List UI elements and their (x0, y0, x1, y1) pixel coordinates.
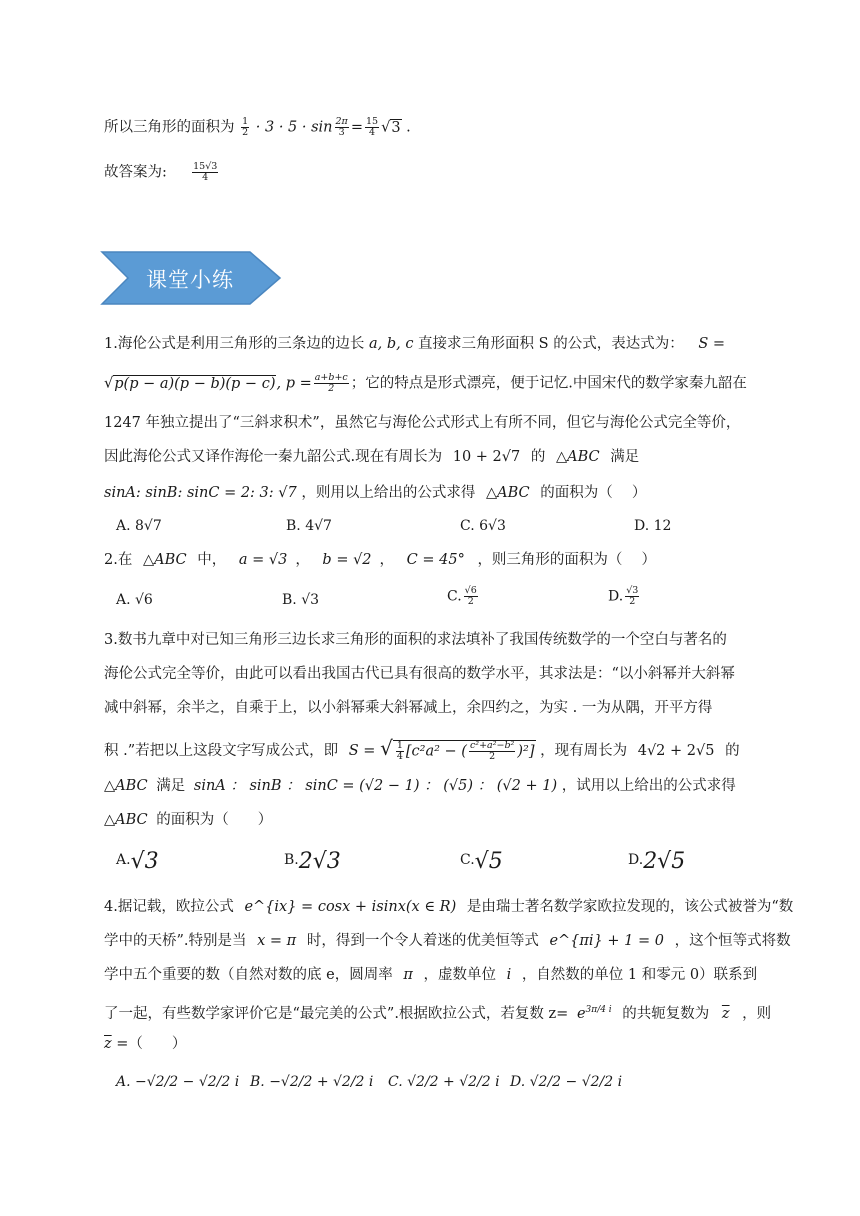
q3-S-eq: S = (348, 743, 376, 759)
q3-option-b[interactable]: B.2√3 (284, 849, 341, 874)
q3-option-d[interactable]: D.2√5 (628, 849, 686, 874)
area-lead-text: 所以三角形的面积为 (104, 119, 235, 136)
q1-line-5: sinA: sinB: sinC = 2: 3: √7 ，则用以上给出的公式求得 △ABC 的面积为（ ） (104, 485, 647, 501)
q4-line-5: $\overline{z}$ =（ ） (104, 1036, 187, 1052)
q4-line-2: 学中的天桥”.特别是当 x = π 时，得到一个令人着迷的优美恒等式 e^{πi} + 1 = 0 ，这个恒等式将数 (104, 933, 791, 949)
q2-line-1: 2.在 △ABC 中， a = √3 ， b = √2 ， C = 45° ，则三角形的面积为（ ） (104, 552, 657, 568)
q4-option-d[interactable]: D. √2/2 − √2/2 i (510, 1074, 623, 1090)
period: . (406, 119, 411, 136)
q4-option-c[interactable]: C. √2/2 + √2/2 i (388, 1074, 500, 1090)
q4-line-4: 了一起，有些数学家评价它是“最完美的公式”.根据欧拉公式，若复数 $z= e^{3\pi/4 i}$ 的共轭复数为 $\overline{z}$ ，则 (104, 1005, 772, 1022)
q4-exponent: 3π/4 i (585, 1005, 612, 1015)
q2-c-value: C = 45° (406, 552, 465, 568)
q1-option-c[interactable]: C. 6√3 (460, 518, 506, 534)
q3-line-2: 海伦公式完全等价，由此可以看出我国古代已具有很高的数学水平，其求法是：“以小斜幂并大斜幂 (104, 666, 735, 682)
q2-option-a[interactable]: A. √6 (116, 592, 153, 608)
q3-sine-ratio: sinA ： sinB ： sinC = (√2 − 1) ： (√5) ： (√2 + 1) (193, 778, 558, 794)
q2-b-value: b = √2 (322, 552, 372, 568)
answer-fraction: $\frac{15√3}{4}$ (193, 161, 218, 183)
q3-line-1: 3.数书九章中对已知三角形三边长求三角形的面积的求法填补了我国传统数学的一个空白与著名的 (104, 632, 727, 648)
answer-label: 故答案为: (104, 164, 167, 181)
q1-option-d[interactable]: D. 12 (634, 518, 672, 534)
q4-z-conjugate: $\overline{z}$ (721, 1005, 730, 1022)
q2-option-b[interactable]: B. √3 (282, 592, 320, 608)
q4-line-1: 4.据记载，欧拉公式 e^{ix} = cosx + isinx(x ∈ R) 是由瑞士著名数学家欧拉发现的，该公式被誉为“数 (104, 899, 794, 915)
q1-vars: a, b, c (368, 336, 414, 352)
banner-title: 课堂小练 (146, 268, 234, 292)
q3-perimeter: 4√2 + 2√5 (637, 743, 715, 759)
angle-fraction: $\frac{2\pi}{3}$ (335, 116, 348, 138)
q1-line-2: √p(p − a)(p − b)(p − c), p = $\frac{a+b+c}{2}$ ；它的特点是形式漂亮，便于记忆.中国宋代的数学家秦九韶在 (104, 372, 747, 394)
q3-line-3: 减中斜幂，余半之，自乘于上，以小斜幂乘大斜幂减上，余四约之，为实 . 一为从隅，开平方得 (104, 700, 713, 716)
q4-option-b[interactable]: B. −√2/2 + √2/2 i (250, 1074, 374, 1090)
q1-option-b[interactable]: B. 4√7 (286, 518, 332, 534)
q3-option-a[interactable]: A.√3 (116, 849, 159, 874)
q2-option-c[interactable]: C. $\frac{√6}{2}$ (447, 585, 477, 607)
q1-S-eq: S = (698, 336, 726, 352)
q3-line-5: △ABC 满足 sinA ： sinB ： sinC = (√2 − 1) ： (√5) ： (√2 + 1) ，试用以上给出的公式求得 (104, 778, 736, 794)
q3-option-c[interactable]: C.√5 (460, 849, 503, 874)
q3-qin-formula: $\frac{1}{4}$ [c²a² − ( $\frac{\text{c²+a²−b²}}{2}$ )²] (393, 740, 536, 762)
section-banner (100, 250, 282, 306)
q2-option-d[interactable]: D. $\frac{√3}{2}$ (608, 585, 639, 607)
q1-triangle: △ABC (555, 449, 600, 465)
q1-sine-ratio: sinA: sinB: sinC = 2: 3: √7 (104, 485, 297, 501)
q1-perimeter: 10 + 2√7 (452, 449, 521, 465)
q4-option-a[interactable]: A. −√2/2 − √2/2 i (116, 1074, 240, 1090)
q3-line-4: 积 .”若把以上这段文字写成公式，即 S = √ $\frac{1}{4}$ [c²a² − ( $\frac{\text{c²+a²−b²}}{2}$ )²] ，现有周长为 4√2 + 2√5 的 (104, 736, 740, 762)
answer-line (104, 162, 220, 183)
q1-line-1: 1.海伦公式是利用三角形的三条边的边长 a, b, c 直接求三角形面积 S 的公式，表达式为： S = (104, 336, 726, 352)
q3-line-6: △ABC 的面积为（ ） (104, 812, 273, 828)
q4-euler-identity: e^{πi} + 1 = 0 (549, 933, 664, 949)
q1-p-fraction: $\frac{a+b+c}{2}$ (314, 372, 348, 394)
result-sqrt: 3 (391, 119, 401, 136)
q4-euler-formula: e^{ix} = cosx + isinx(x ∈ R) (244, 899, 457, 915)
q1-option-a[interactable]: A. 8√7 (116, 518, 162, 534)
result-fraction: $\frac{15}{4}$ (365, 116, 379, 138)
q1-line-3: 1247 年独立提出了“三斜求积术”，虽然它与海伦公式形式上有所不同，但它与海伦公式完全等价， (104, 415, 741, 431)
q1-heron-sqrt: p(p − a)(p − b)(p − c) (114, 375, 276, 392)
equals-sign: = (350, 119, 363, 136)
q4-line-3: 学中五个重要的数（自然对数的底 e，圆周率 π ，虚数单位 i ，自然数的单位 1 和零元 0）联系到 (104, 967, 758, 983)
area-result-line: 所以三角形的面积为 $\frac{1}{2}$ · 3 · 5 · sin $\frac{2\pi}{3}$ = $\frac{15}{4}$ √3 . (104, 116, 411, 138)
q2-a-value: a = √3 (238, 552, 288, 568)
q2-triangle: △ABC (142, 552, 187, 568)
q3-triangle: △ABC (104, 778, 148, 794)
area-expr: · 3 · 5 · sin (255, 119, 333, 136)
half-fraction: $\frac{1}{2}$ (242, 116, 249, 138)
q1-line-4: 因此海伦公式又译作海伦一秦九韶公式.现在有周长为 10 + 2√7 的 △ABC 满足 (104, 449, 640, 465)
q4-x-eq-pi: x = π (257, 933, 297, 949)
